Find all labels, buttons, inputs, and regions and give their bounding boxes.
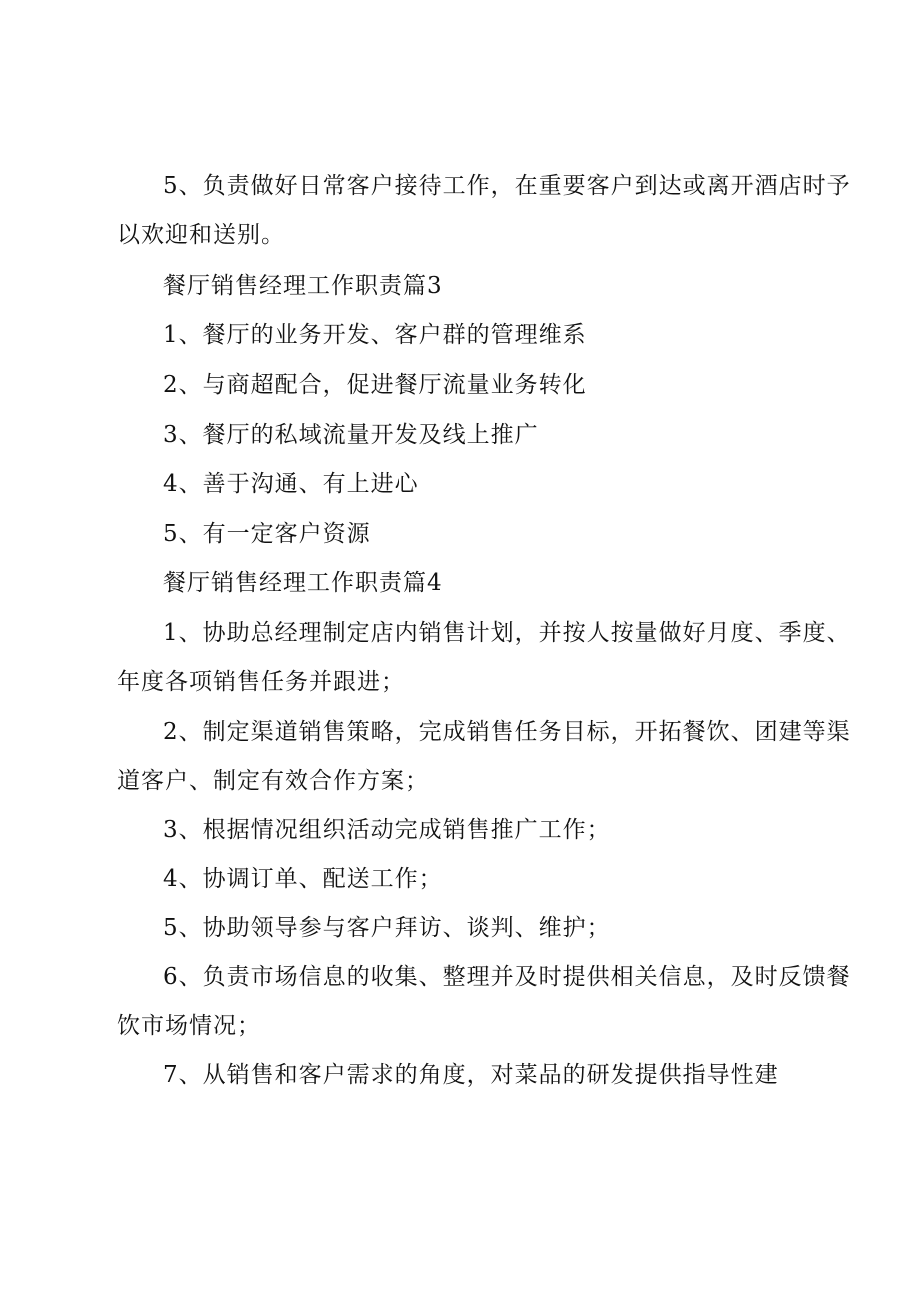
text-line: 2、制定渠道销售策略，完成销售任务目标，开拓餐饮、团建等渠 [163,719,851,745]
text-line: 以欢迎和送别。 [117,222,285,248]
text-line: 饮市场情况； [117,1013,261,1039]
text-line: 3、餐厅的私域流量开发及线上推广 [163,422,539,448]
section-heading: 餐厅销售经理工作职责篇4 [163,570,443,596]
text-line: 6、负责市场信息的收集、整理并及时提供相关信息，及时反馈餐 [163,964,851,990]
text-line: 4、善于沟通、有上进心 [163,471,419,497]
text-line: 7、从销售和客户需求的角度，对菜品的研发提供指导性建 [163,1062,779,1088]
text-line: 道客户、制定有效合作方案； [117,768,429,794]
text-line: 5、协助领导参与客户拜访、谈判、维护； [163,915,611,941]
text-line: 1、餐厅的业务开发、客户群的管理维系 [163,322,587,348]
text-line: 5、有一定客户资源 [163,521,371,547]
text-line: 3、根据情况组织活动完成销售推广工作； [163,817,611,843]
text-line: 2、与商超配合，促进餐厅流量业务转化 [163,372,587,398]
text-line: 4、协调订单、配送工作； [163,866,443,892]
text-line: 1、协助总经理制定店内销售计划，并按人按量做好月度、季度、 [163,620,851,646]
section-heading: 餐厅销售经理工作职责篇3 [163,273,443,299]
text-line: 5、负责做好日常客户接待工作，在重要客户到达或离开酒店时予 [163,173,851,199]
text-line: 年度各项销售任务并跟进； [117,669,405,695]
